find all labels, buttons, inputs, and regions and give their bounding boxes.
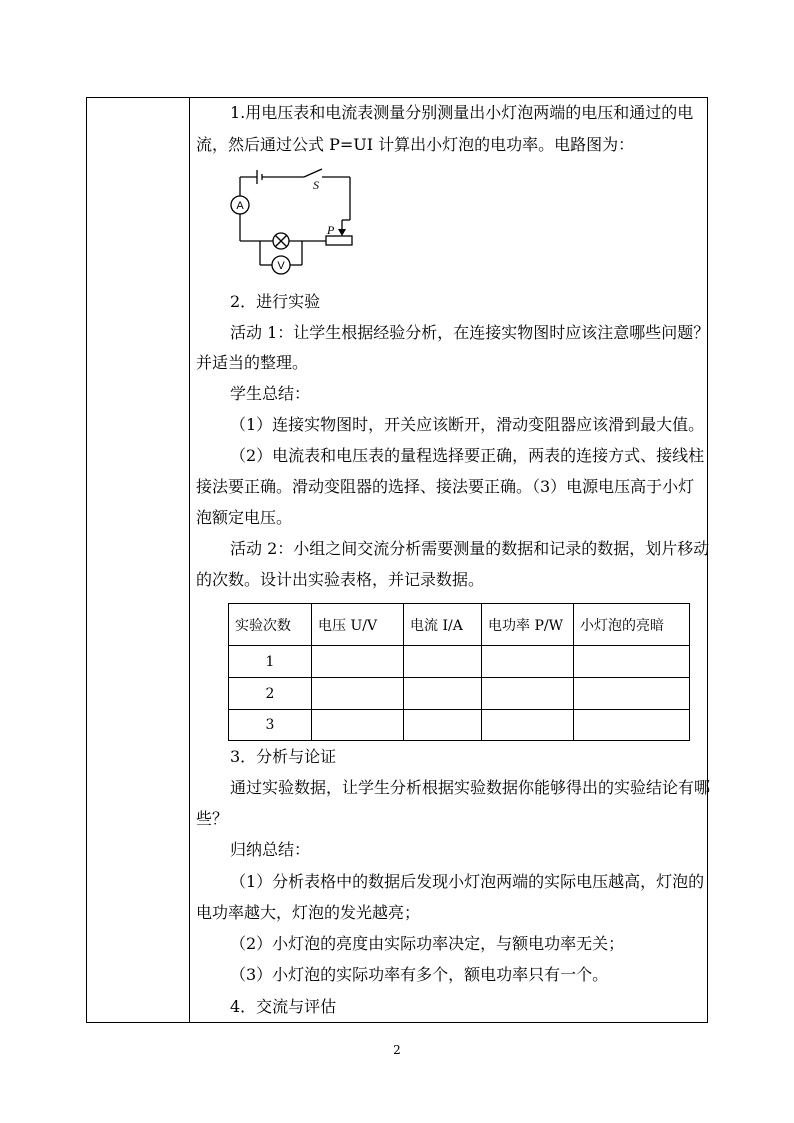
text-line-18: 电功率越大，灯泡的发光越亮； [196,903,421,922]
text-line-6: 学生总结： [230,384,311,403]
table-cell [574,678,690,710]
text-line-17: （1）分析表格中的数据后发现小灯泡两端的实际电压越高，灯泡的 [230,872,705,891]
text-line-8: （2）电流表和电压表的量程选择要正确，两表的连接方式、接线柱 [230,446,705,465]
table-cell: 2 [229,678,312,710]
table-cell [482,710,574,741]
table-cell: 1 [229,646,312,678]
table-cell [404,678,482,710]
text-line-3: 2．进行实验 [230,292,321,311]
header-cell: 小灯泡的亮暗 [574,604,690,646]
header-cell: 电功率 P/W [482,604,574,646]
table-row [229,646,690,678]
text-line-12: 的次数。设计出实验表格，并记录数据。 [196,570,485,589]
table-row [229,710,690,741]
table-cell: 3 [229,710,312,741]
text-line-13: 3．分析与论证 [230,747,337,766]
slider-label: P [327,223,335,237]
header-cell: 电压 U/V [312,604,404,646]
data-table [228,603,690,741]
text-line-14: 通过实验数据，让学生分析根据实验数据你能够得出的实验结论有哪 [230,778,711,797]
text-line-5: 并适当的整理。 [196,353,309,372]
text-line-20: （3）小灯泡的实际功率有多个，额电功率只有一个。 [230,965,609,984]
text-line-7: （1）连接实物图时，开关应该断开，滑动变阻器应该滑到最大值。 [230,415,705,434]
table-cell [574,646,690,678]
table-cell [482,646,574,678]
circuit-diagram [230,165,360,275]
rheostat-body [326,236,352,245]
header-cell: 电流 I/A [404,604,482,646]
table-cell [312,646,404,678]
text-line-4: 活动 1：让学生根据经验分析，在连接实物图时应该注意哪些问题？ [230,323,710,342]
switch-label: S [313,178,319,192]
table-cell [482,678,574,710]
table-header-row [229,604,690,646]
text-line-10: 泡额定电压。 [196,508,293,527]
slider-arrow [338,229,346,236]
table-row [229,678,690,710]
switch-blade [304,169,322,177]
text-line-21: 4．交流与评估 [230,997,337,1016]
page-number: 2 [393,1043,401,1057]
table-cell [404,710,482,741]
table-cell [574,710,690,741]
header-cell: 实验次数 [229,604,312,646]
text-line-11: 活动 2：小组之间交流分析需要测量的数据和记录的数据，划片移动 [230,539,710,558]
text-line-19: （2）小灯泡的亮度由实际功率决定，与额电功率无关； [230,934,625,953]
text-line-16: 归纳总结： [230,840,311,859]
text-line-15: 些？ [196,809,229,828]
voltmeter-label: V [277,260,285,272]
table-cell [404,646,482,678]
table-cell [312,710,404,741]
text-line-2: 流，然后通过公式 P=UI 计算出小灯泡的电功率。电路图为： [196,135,635,154]
column-divider [189,98,190,1022]
text-line-9: 接法要正确。滑动变阻器的选择、接法要正确。（3）电源电压高于小灯 [196,477,695,496]
text-line-1: 1.用电压表和电流表测量分别测量出小灯泡两端的电压和通过的电 [230,103,694,122]
ammeter-label: A [236,200,244,212]
table-cell [312,678,404,710]
